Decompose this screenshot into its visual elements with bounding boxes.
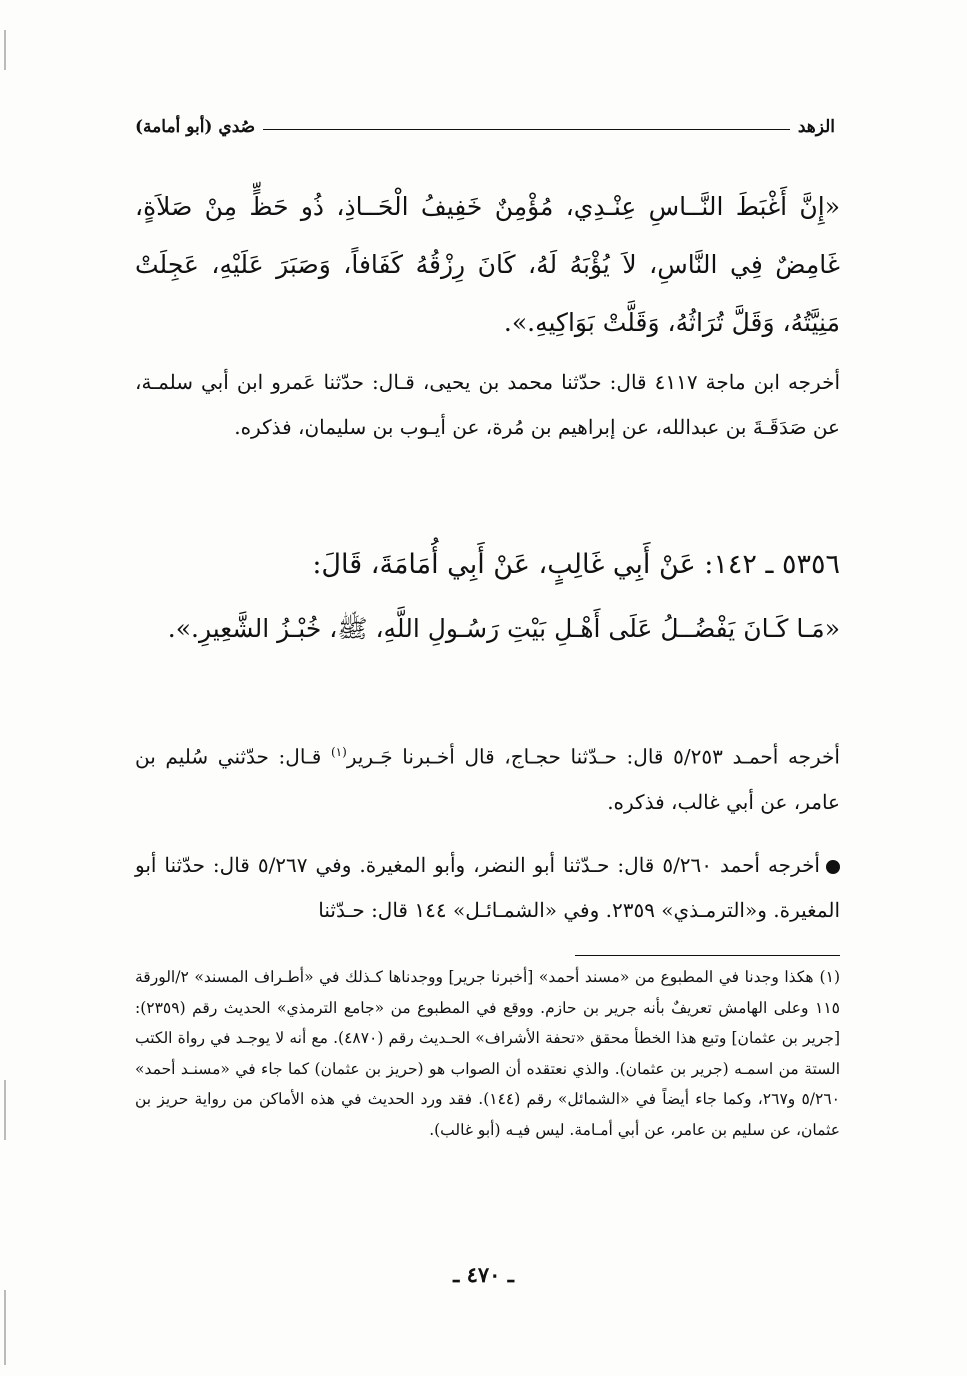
header-rule	[263, 129, 790, 130]
takhrij-paragraph	[135, 730, 840, 825]
takhrij-paragraph: أخرجه ابن ماجة ٤١١٧ قال: حدّثنا محمد بن يحيى، قـال: حدّثنا عَمرو ابن أبي سلمـة، عن صَدَقَـةَ بن عبدالله، عن إبراهيم بن مُرة، عن أيـوب بن سليمان، فذكره.	[135, 370, 840, 439]
footnote-text: هكذا وجدنا في المطبوع من «مسند أحمد» [أخبرنا جرير] ووجدناها كـذلك في «أطـراف المسند» ٢/الورقة ١١٥ وعلى الهامش تعريفٌ بأنه جرير بن حازم. ووقع في المطبوع من «جامع الترمذي» الحديث رقم (٢٣٥٩): [جرير بن عثمان] وتبع هذا الخطأ محقق «تحفة الأشراف» الحـديث رقم (٤٨٧٠). مع أنه لا يوجـد في رواة الكتب الستة من اسمـه (جرير بن عثمان). والذي نعتقده أن الصواب هو (حريز بن عثمان) كما جاء في «مسنـد أحمد» ٥/٢٦٠ و٢٦٧، وكما جاء أيضاً في «الشمائل» رقم (١٤٤). فقد ورد الحديث في هذه الأماكن من رواية حريز بن عثمان، عن سليم بن عامر، عن أبي أمـامة. ليس فيـه (أبو غالب).	[135, 968, 841, 1139]
hadith-number: ٥٣٥٦ ـ ١٤٢:	[704, 549, 840, 580]
hadith-isnad: عَنْ أَبِي غَالِبٍ، عَنْ أَبِي أُمَامَةَ، قَالَ:	[312, 549, 696, 580]
hadith-heading	[135, 535, 840, 595]
page-number: ـ ٤٧٠ ـ	[453, 1262, 514, 1287]
bullet-icon	[826, 860, 840, 874]
header-chapter-title: الزهد	[797, 117, 835, 137]
takhrij-paragraph	[135, 843, 840, 933]
scan-edge-mark	[4, 30, 6, 70]
header-narrator-name: صُدي (أبو أمامة)	[135, 117, 256, 137]
takhrij-text: أخرجه أحمد ٥/٢٦٠ قال: حـدّثنا أبو النضر، وأبو المغيرة. وفي ٥/٢٦٧ قال: حدّثنا أبو المغيرة. و«الترمـذي» ٢٣٥٩. وفي «الشمـائـل» ١٤٤ قال: حـدّثنا	[135, 853, 840, 922]
footnote-separator	[575, 955, 840, 956]
running-header	[135, 112, 835, 142]
scan-edge-mark	[4, 1290, 6, 1365]
takhrij-text: قـال: حدّثني سُليم بن عامر، عن أبي غالب، فذكره.	[135, 744, 840, 814]
takhrij-text: أخرجه أحمـد ٥/٢٥٣ قال: حـدّثنا حجـاج، قال أخـبرنا جَـرير	[346, 744, 840, 769]
footnote	[135, 962, 840, 1145]
hadith-text: «مَـا كَـانَ يَفْضُــلُ عَلَى أَهْـلِ بَيْتِ رَسُـولِ اللَّهِ، ﷺ، خُبْـزُ الشَّعِيرِ.».	[167, 614, 840, 643]
hadith-text: «إِنَّ أَغْبَطَ النَّــاسِ عِنْـدِي، مُؤْمِنٌ خَفِيفُ الْحَــاذِ، ذُو حَظٍّ مِنْ صَلاَةٍ، غَامِضٌ فِي النَّاسِ، لاَ يُؤْبَهُ لَهُ، كَانَ رِزْقُهُ كَفَافاً، وَصَبَرَ عَلَيْهِ، عَجِلَتْ مَنِيَّتُهُ، وَقَلَّ تُرَاثُهُ، وَقَلَّتْ بَوَاكِيهِ.».	[135, 192, 840, 337]
footnote-number: (١)	[819, 968, 840, 986]
footnote-reference: (١)	[330, 745, 347, 759]
scan-edge-mark	[4, 1080, 6, 1140]
